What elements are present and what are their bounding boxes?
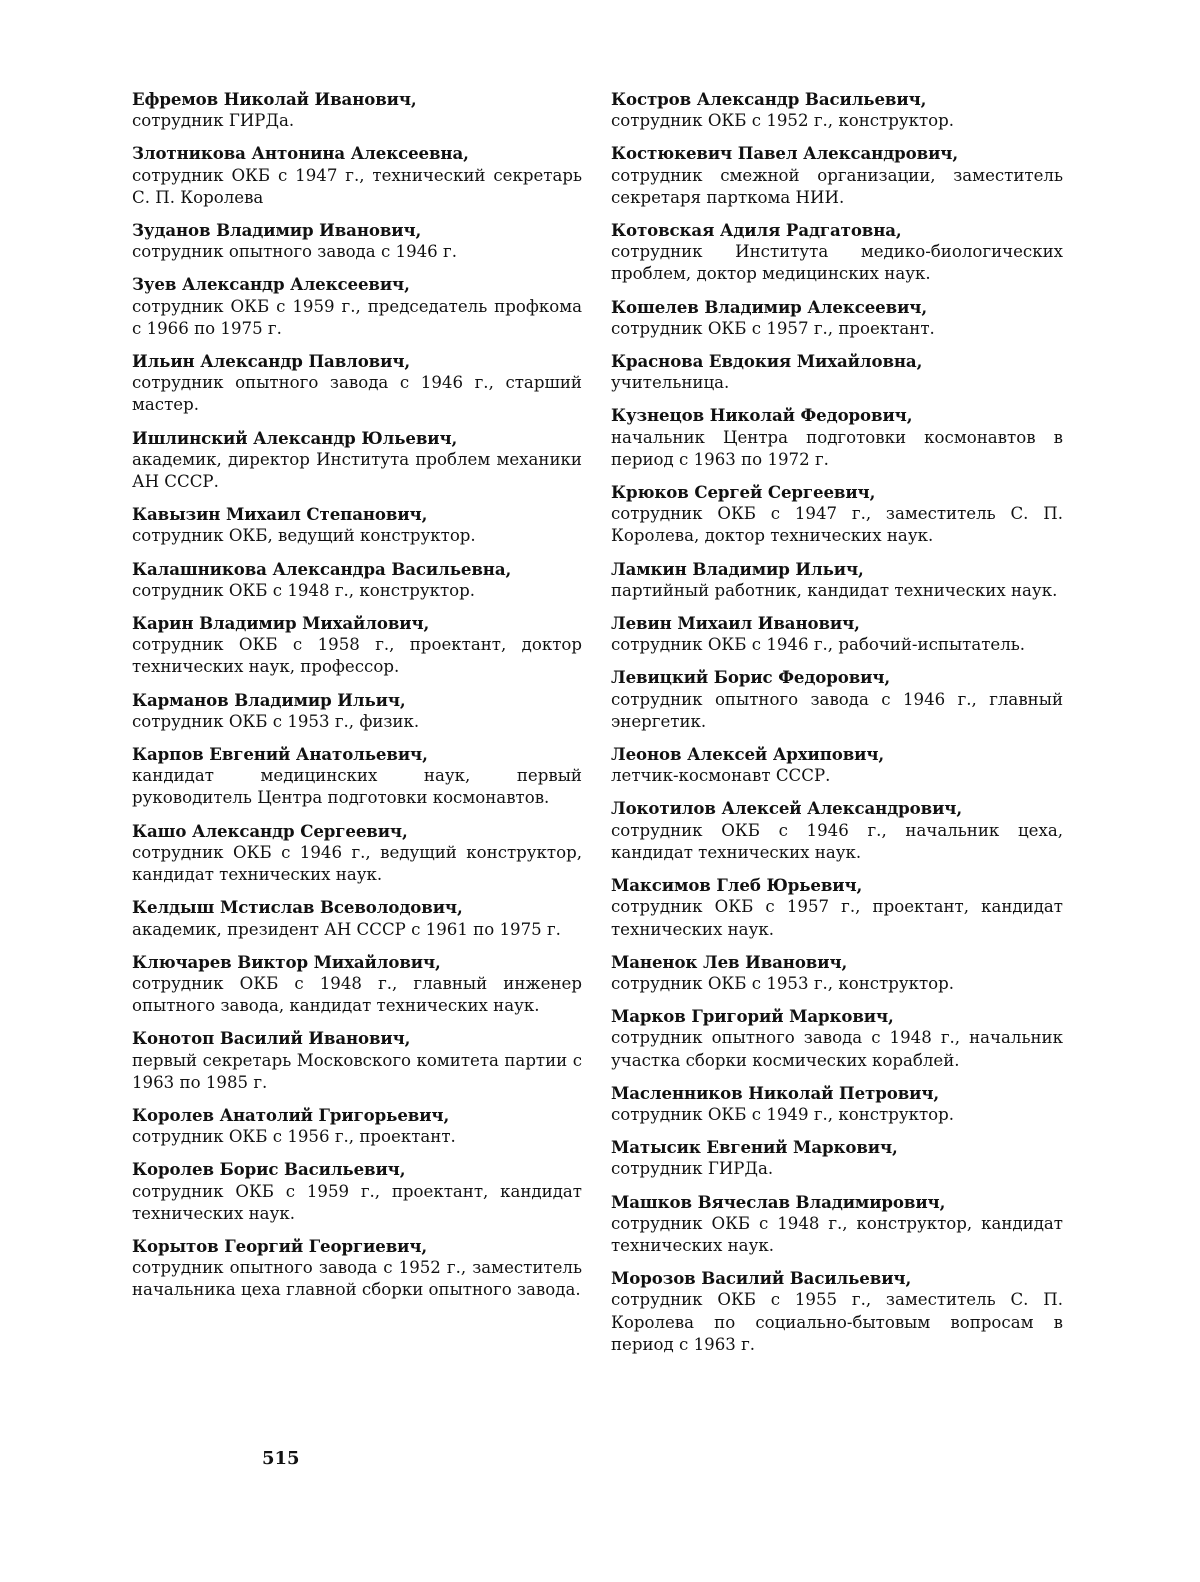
person-description: сотрудник ГИРДа. <box>132 111 295 131</box>
biography-entry <box>132 820 582 887</box>
person-description: сотрудник ОКБ с 1946 г., рабочий-испытатель. <box>611 635 1026 655</box>
biography-entry <box>132 503 582 547</box>
biography-entry <box>611 404 1063 471</box>
person-description: сотрудник ОКБ с 1947 г., заместитель С. П. Королева, доктор технических наук. <box>611 504 1063 546</box>
biography-entry <box>132 1158 582 1225</box>
person-name: Левицкий Борис Федорович, <box>611 667 891 688</box>
person-name: Калашникова Александра Васильевна, <box>132 558 512 579</box>
person-description: сотрудник ОКБ с 1953 г., конструктор. <box>611 973 955 993</box>
person-description: сотрудник ОКБ с 1948 г., главный инженер опытного завода, кандидат технических наук. <box>132 973 582 1016</box>
person-description: сотрудник ОКБ с 1948 г., конструктор, кандидат технических наук. <box>611 1213 1063 1255</box>
biography-entry <box>611 743 1063 787</box>
person-name: Краснова Евдокия Михайловна, <box>611 351 923 372</box>
biography-entry <box>611 219 1063 286</box>
person-name: Матысик Евгений Маркович, <box>611 1137 898 1158</box>
person-description: сотрудник ОКБ с 1953 г., физик. <box>132 711 420 731</box>
page-number: 515 <box>262 1448 300 1469</box>
person-name: Злотникова Антонина Алексеевна, <box>132 143 469 164</box>
person-description: сотрудник ОКБ с 1957 г., проектант. <box>611 318 935 338</box>
person-name: Маненок Лев Иванович, <box>611 951 848 972</box>
person-name: Кузнецов Николай Федорович, <box>611 405 913 426</box>
biography-entry <box>132 689 582 733</box>
biography-entry <box>132 273 582 340</box>
biography-entry <box>611 1191 1063 1258</box>
biography-entry <box>611 1005 1063 1072</box>
biography-entry <box>611 88 1063 132</box>
person-description: сотрудник ОКБ с 1959 г., проектант, кандидат технических наук. <box>132 1181 582 1223</box>
biography-entry <box>132 88 582 132</box>
person-description: сотрудник ГИРДа. <box>611 1159 774 1179</box>
biography-entry <box>132 951 582 1018</box>
biography-entry <box>611 558 1063 602</box>
person-name: Костров Александр Васильевич, <box>611 89 927 109</box>
person-description: сотрудник ОКБ с 1946 г., ведущий конструктор, кандидат технических наук. <box>132 842 582 885</box>
biography-entry <box>611 1082 1063 1126</box>
biography-entry <box>611 612 1063 656</box>
biography-entry <box>132 219 582 263</box>
biography-entry <box>611 951 1063 995</box>
person-description: сотрудник ОКБ с 1947 г., технический секретарь С. П. Королева <box>132 165 582 207</box>
person-name: Левин Михаил Иванович, <box>611 613 860 634</box>
person-name: Ламкин Владимир Ильич, <box>611 558 864 579</box>
person-name: Локотилов Алексей Александрович, <box>611 798 963 819</box>
person-name: Масленников Николай Петрович, <box>611 1082 940 1103</box>
person-name: Котовская Адиля Радгатовна, <box>611 220 902 241</box>
person-description: сотрудник опытного завода с 1952 г., заместитель начальника цеха главной сборки опытного завода. <box>132 1258 582 1300</box>
person-description: сотрудник ОКБ с 1955 г., заместитель С. П. Королева по социально-бытовым вопросам в период с 1963 г. <box>611 1290 1063 1354</box>
biography-entry <box>132 142 582 209</box>
person-description: сотрудник ОКБ с 1958 г., проектант, доктор технических наук, профессор. <box>132 635 582 677</box>
person-name: Корытов Георгий Георгиевич, <box>132 1235 428 1256</box>
person-description: сотрудник ОКБ с 1959 г., председатель профкома с 1966 по 1975 г. <box>132 296 582 338</box>
person-name: Королев Борис Васильевич, <box>132 1159 406 1180</box>
person-name: Зуев Александр Алексеевич, <box>132 274 410 295</box>
person-name: Машков Вячеслав Владимирович, <box>611 1191 946 1212</box>
person-name: Карпов Евгений Анатольевич, <box>132 744 428 765</box>
person-name: Ефремов Николай Иванович, <box>132 89 417 109</box>
person-name: Кошелев Владимир Алексеевич, <box>611 296 927 317</box>
biography-entry <box>132 558 582 602</box>
biography-entry <box>611 142 1063 209</box>
person-name: Максимов Глеб Юрьевич, <box>611 875 863 896</box>
person-name: Леонов Алексей Архипович, <box>611 744 885 765</box>
biography-entry <box>132 612 582 679</box>
person-name: Королев Анатолий Григорьевич, <box>132 1104 450 1125</box>
person-description: сотрудник опытного завода с 1946 г., главный энергетик. <box>611 689 1063 731</box>
person-name: Марков Григорий Маркович, <box>611 1006 894 1027</box>
person-description: сотрудник опытного завода с 1946 г. <box>132 242 457 262</box>
biography-entry <box>132 896 582 940</box>
person-name: Ключарев Виктор Михайлович, <box>132 951 441 972</box>
person-description: сотрудник смежной организации, заместитель секретаря парткома НИИ. <box>611 165 1063 207</box>
person-description: сотрудник Института медико-биологических проблем, доктор медицинских наук. <box>611 242 1063 284</box>
person-name: Ишлинский Александр Юльевич, <box>132 427 458 448</box>
person-name: Карманов Владимир Ильич, <box>132 689 406 710</box>
biography-entry <box>611 666 1063 733</box>
left-column <box>132 88 582 1312</box>
person-name: Кашо Александр Сергеевич, <box>132 820 408 841</box>
person-description: сотрудник ОКБ с 1956 г., проектант. <box>132 1127 456 1147</box>
person-description: первый секретарь Московского комитета партии с 1963 по 1985 г. <box>132 1050 582 1092</box>
person-name: Кавызин Михаил Степанович, <box>132 504 428 525</box>
person-description: сотрудник ОКБ, ведущий конструктор. <box>132 526 476 546</box>
biography-entry <box>611 797 1063 864</box>
biography-entry <box>132 427 582 494</box>
person-description: партийный работник, кандидат технических наук. <box>611 580 1058 600</box>
person-description: сотрудник ОКБ с 1957 г., проектант, кандидат технических наук. <box>611 897 1063 939</box>
person-description: сотрудник опытного завода с 1948 г., начальник участка сборки космических кораблей. <box>611 1028 1063 1070</box>
biography-entry <box>611 296 1063 340</box>
biography-entry <box>132 350 582 417</box>
biography-entry <box>611 1267 1063 1356</box>
person-description: сотрудник опытного завода с 1946 г., старший мастер. <box>132 373 582 415</box>
person-description: начальник Центра подготовки космонавтов в период с 1963 по 1972 г. <box>611 427 1063 469</box>
biography-entry <box>132 1027 582 1094</box>
person-description: учительница. <box>611 373 730 393</box>
person-name: Зуданов Владимир Иванович, <box>132 220 422 241</box>
biography-entry <box>132 1104 582 1148</box>
biography-entry <box>132 743 582 810</box>
person-description: сотрудник ОКБ с 1949 г., конструктор. <box>611 1104 955 1124</box>
person-description: академик, президент АН СССР с 1961 по 1975 г. <box>132 919 561 939</box>
biography-entry <box>611 350 1063 394</box>
person-name: Конотоп Василий Иванович, <box>132 1028 411 1049</box>
person-description: сотрудник ОКБ с 1948 г., конструктор. <box>132 580 476 600</box>
biography-entry <box>132 1235 582 1302</box>
right-column <box>611 88 1063 1366</box>
person-name: Костюкевич Павел Александрович, <box>611 143 958 164</box>
person-description: академик, директор Института проблем механики АН СССР. <box>132 449 582 492</box>
person-description: кандидат медицинских наук, первый руководитель Центра подготовки космонавтов. <box>132 766 582 808</box>
person-description: сотрудник ОКБ с 1946 г., начальник цеха, кандидат технических наук. <box>611 820 1063 862</box>
biography-entry <box>611 1136 1063 1180</box>
person-name: Карин Владимир Михайлович, <box>132 613 430 634</box>
person-name: Крюков Сергей Сергеевич, <box>611 482 876 503</box>
biography-entry <box>611 481 1063 548</box>
biography-entry <box>611 874 1063 941</box>
person-description: летчик-космонавт СССР. <box>611 766 831 786</box>
person-description: сотрудник ОКБ с 1952 г., конструктор. <box>611 111 955 131</box>
person-name: Морозов Василий Васильевич, <box>611 1268 912 1289</box>
person-name: Келдыш Мстислав Всеволодович, <box>132 897 463 918</box>
person-name: Ильин Александр Павлович, <box>132 351 411 372</box>
